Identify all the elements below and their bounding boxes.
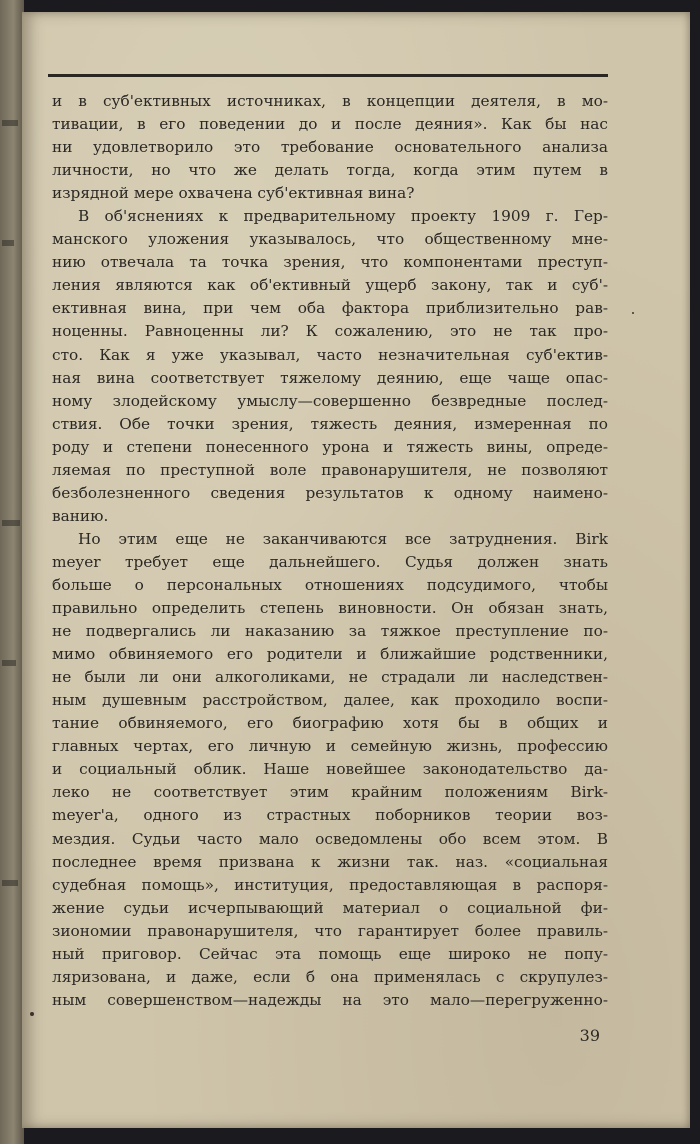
text-line: мимо обвиняемого его родители и ближайшие родственники, [52,645,608,664]
previous-page-text-fragment [2,660,16,666]
text-line: и в суб'ективных источниках, в концепции деятеля, в мо- [52,92,608,110]
text-line: meyer требует еще дальнейшего. Судья должен знать [52,552,608,571]
text-line: не подвергались ли наказанию за тяжкое преступление по- [52,622,608,641]
text-line: ни удовлетворило это требование основательного анализа [52,138,608,157]
text-line: Но этим еще не заканчиваются все затруднения. Birk [78,529,608,548]
text-line: ляризована, и даже, если б она применялась с скрупулез- [52,967,608,986]
text-line: изрядной мере охвачена суб'ективная вина? [52,184,415,203]
text-line: В об'яснениях к предварительному проекту 1909 г. Гер- [78,207,608,226]
text-line: последнее время призвана к жизни так. наз. «социальная [52,852,608,871]
text-line: личности, но что же делать тогда, когда этим путем в [52,161,608,180]
previous-page-text-fragment [2,120,18,126]
text-line: безболезненного сведения результатов к одному наимено- [52,483,608,502]
text-line: главных чертах, его личную и семейную жизнь, профессию [52,737,608,756]
text-line: больше о персональных отношениях подсудимого, чтобы [52,575,608,594]
text-line: жение судьи исчерпывающий материал о социальной фи- [52,898,608,917]
text-line: ным совершенством—надежды на это мало—перегруженно- [52,990,608,1009]
text-line: ляемая по преступной воле правонарушителя, не позволяют [52,460,608,479]
text-line: ления являются как об'ективный ущерб закону, так и суб'- [52,276,608,295]
text-line: судебная помощь», институция, предоставляющая в распоря- [52,875,608,894]
text-line: нию отвечала та точка зрения, что компонентами преступ- [52,253,608,272]
text-line: тивации, в его поведении до и после деяния». Как бы нас [52,115,608,134]
text-line: ный приговор. Сейчас эта помощь еще широко не попу- [52,944,608,963]
book-page [22,12,690,1128]
paper-speck [632,312,634,314]
previous-page-text-fragment [2,880,18,886]
body-text [52,90,608,1012]
text-line: манского уложения указывалось, что общественному мне- [52,230,608,249]
paper-speck [30,1012,34,1016]
text-line: сто. Как я уже указывал, часто незначительная суб'ектив- [52,345,608,364]
text-line: ективная вина, при чем оба фактора приблизительно рав- [52,299,608,318]
text-line: ноценны. Равноценны ли? К сожалению, это не так про- [52,322,608,341]
text-line: ванию. [52,506,109,525]
previous-page-text-fragment [2,240,14,246]
previous-page-edge [0,0,24,1144]
text-line: ным душевным расстройством, далее, как проходило воспи- [52,691,608,710]
text-line: мездия. Судьи часто мало осведомлены обо всем этом. В [52,829,608,848]
text-line: роду и степени понесенного урона и тяжесть вины, опреде- [52,437,608,456]
text-line: meyer'а, одного из страстных поборников теории воз- [52,806,608,825]
text-line: леко не соответствует этим крайним положениям Birk- [52,783,608,802]
text-line: не были ли они алкоголиками, не страдали ли наследствен- [52,668,608,687]
text-line: зиономии правонарушителя, что гарантирует более правиль- [52,921,608,940]
previous-page-text-fragment [2,520,20,526]
text-line: тание обвиняемого, его биографию хотя бы в общих и [52,714,608,733]
text-line: ствия. Обе точки зрения, тяжесть деяния, измеренная по [52,414,608,433]
text-line: ному злодейскому умыслу—совершенно безвредные послед- [52,391,608,410]
text-line: правильно определить степень виновности. Он обязан знать, [52,599,608,618]
header-rule [48,74,608,77]
text-line: ная вина соответствует тяжелому деянию, еще чаще опас- [52,368,608,387]
page-number: 39 [579,1026,600,1045]
text-line: и социальный облик. Наше новейшее законодательство да- [52,760,608,779]
